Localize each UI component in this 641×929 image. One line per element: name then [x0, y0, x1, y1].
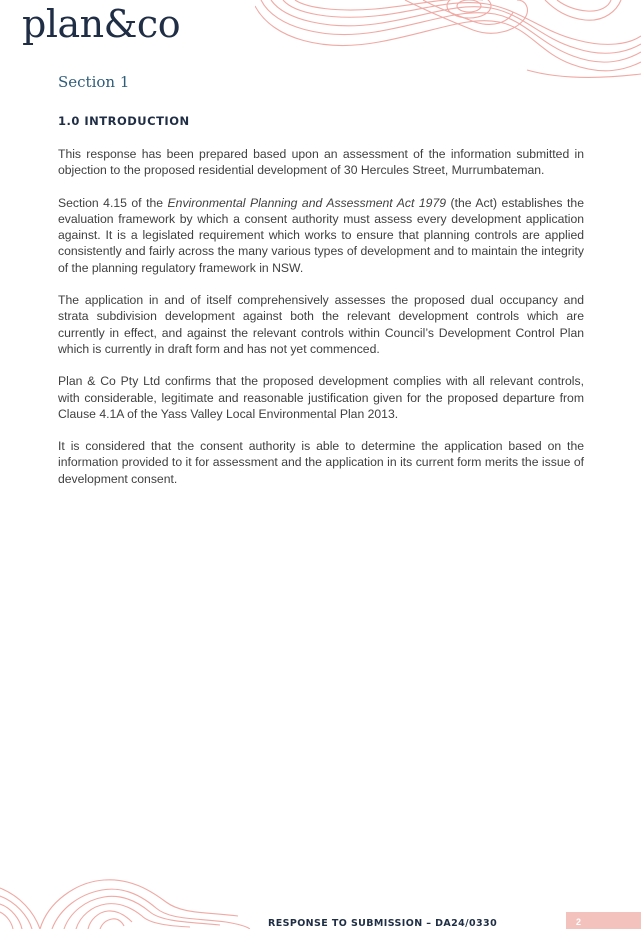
- topographic-decoration-top: [255, 0, 641, 80]
- section-subheading: 1.0 INTRODUCTION: [58, 114, 190, 128]
- company-logo: plan&co: [22, 2, 181, 46]
- paragraph-5: It is considered that the consent authority is able to determine the application based on the information provided to it for assessment and the application in its current form merits the issue of development consent.: [58, 439, 584, 486]
- page-number: 2: [576, 917, 582, 927]
- act-title: Environmental Planning and Assessment Act 1979: [167, 195, 446, 210]
- paragraph-2-intro: Section 4.15 of the: [58, 195, 168, 210]
- topographic-decoration-bottom: [0, 878, 250, 929]
- paragraph-2: [58, 195, 584, 276]
- paragraph-4: Plan & Co Pty Ltd confirms that the proposed development complies with all relevant controls, with considerable, legitimate and reasonable justification given for the proposed departure from Clause 4.1A of the Yass Valley Local Environmental Plan 2013.: [58, 374, 584, 421]
- page-number-box: [566, 912, 641, 929]
- footer-title: RESPONSE TO SUBMISSION – DA24/0330: [268, 918, 498, 929]
- document-body: [58, 146, 584, 503]
- paragraph-2-rest: (the Act) establishes the evaluation framework by which a consent authority must assess every development application against. It is a legislated requirement which works to ensure that planning controls are applied consistently and fairly across the many various types of development and to maintain the integrity of the planning regulatory framework in NSW.: [58, 195, 584, 275]
- paragraph-3: The application in and of itself comprehensively assesses the proposed dual occupancy and strata subdivision development against both the relevant development controls which are currently in effect, and against the relevant controls within Council’s Development Control Plan which is currently in draft form and has not yet commenced.: [58, 293, 584, 356]
- section-title: Section 1: [58, 73, 130, 91]
- paragraph-1: This response has been prepared based upon an assessment of the information submitted in objection to the proposed residential development of 30 Hercules Street, Murrumbateman.: [58, 147, 584, 178]
